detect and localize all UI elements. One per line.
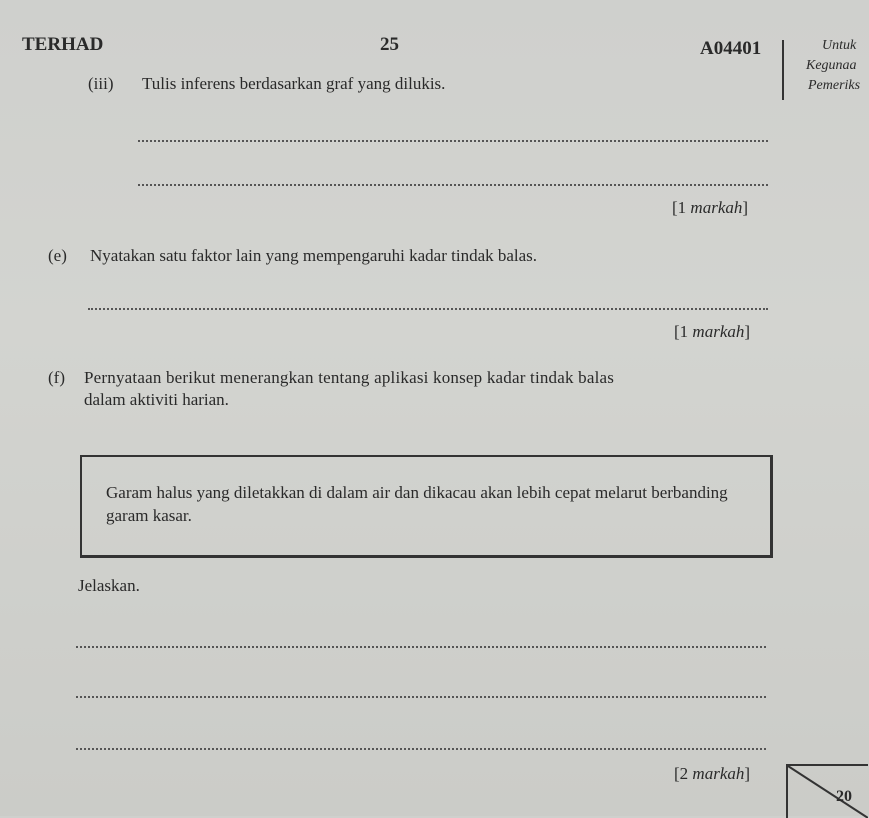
- question-e-text: Nyatakan satu faktor lain yang mempengaruhi kadar tindak balas.: [90, 246, 538, 265]
- score-number: 20: [836, 788, 852, 805]
- sidebar-examiner-line3: Pemeriks: [808, 78, 861, 93]
- question-iii-text: Tulis inferens berdasarkan graf yang dilukis.: [142, 74, 446, 93]
- header-confidential: TERHAD: [22, 34, 104, 55]
- answer-line[interactable]: [138, 184, 768, 186]
- question-f-text-cont: dalam aktiviti harian.: [84, 390, 229, 409]
- answer-line[interactable]: [76, 646, 766, 648]
- statement-box: [80, 455, 773, 558]
- diagonal-line-icon: [788, 766, 868, 818]
- answer-line[interactable]: [76, 696, 766, 698]
- statement-text: Garam halus yang diletakkan di dalam air dan dikacau akan lebih cepat melarut berbanding garam kasar.: [106, 483, 728, 525]
- page-number: 25: [380, 34, 399, 55]
- marks-label: [1 markah]: [674, 322, 751, 341]
- question-f-text: Pernyataan berikut menerangkan tentang aplikasi konsep kadar tindak balas: [84, 368, 615, 387]
- examiner-score-box: [786, 764, 868, 818]
- sidebar-examiner-line2: Kegunaa: [806, 58, 857, 73]
- answer-line[interactable]: [88, 308, 768, 310]
- marks-label: [2 markah]: [674, 764, 751, 783]
- question-iii-label: (iii): [88, 74, 114, 93]
- paper-code: A04401: [700, 38, 762, 59]
- question-f-prompt: Jelaskan.: [78, 576, 140, 595]
- question-f-label: (f): [48, 368, 65, 387]
- answer-line[interactable]: [138, 140, 768, 142]
- sidebar-examiner-line1: Untuk: [822, 38, 857, 53]
- question-e-label: (e): [48, 246, 67, 265]
- answer-line[interactable]: [76, 748, 766, 750]
- marks-label: [1 markah]: [672, 198, 749, 217]
- margin-divider: [782, 40, 784, 100]
